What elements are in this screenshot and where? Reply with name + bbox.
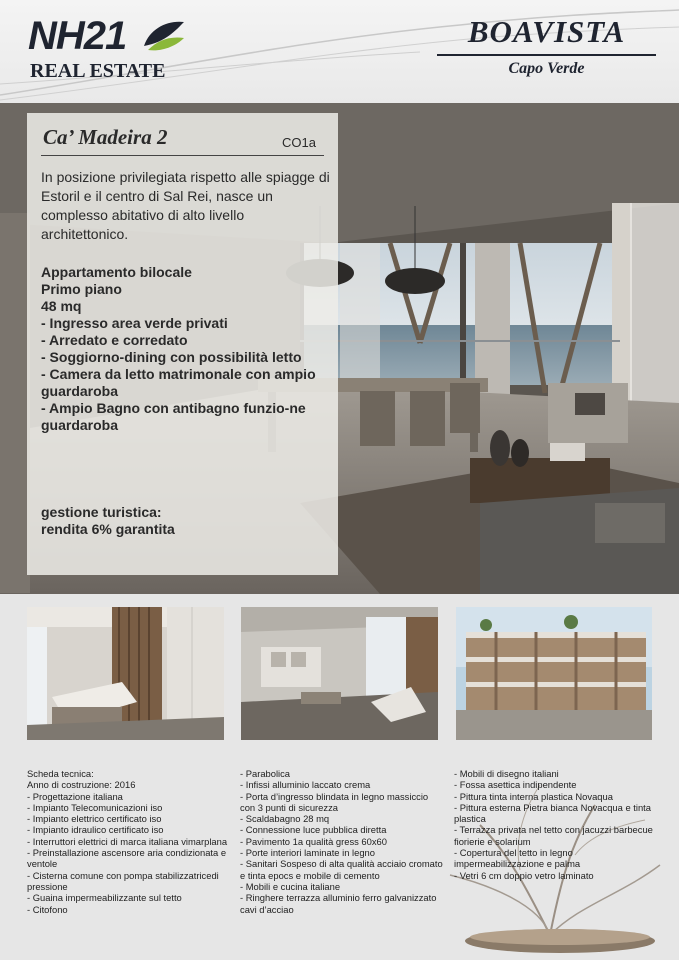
- living-render: [241, 607, 438, 740]
- detail-line: - Ingresso area verde privati: [41, 315, 228, 331]
- tech-line: - Connessione luce pubblica diretta: [240, 824, 387, 836]
- tech-line: - Infissi alluminio laccato crema: [240, 779, 371, 791]
- tech-line: - Ringhere terrazza alluminio ferro galvanizzato cavi d’acciao: [240, 892, 437, 915]
- tech-line: - Fossa asettica indipendente: [454, 779, 577, 791]
- detail-line: - Camera da letto matrimonale con ampio guardaroba: [41, 366, 316, 399]
- detail-line: - Soggiorno-dining con possibilità letto: [41, 349, 302, 365]
- detail-line: Appartamento bilocale: [41, 264, 192, 280]
- tech-line: - Impianto elettrico certificato iso: [27, 813, 162, 825]
- tech-line: - Terrazza privata nel tetto con jacuzzi barbecue fiorierie e solarium: [454, 824, 653, 847]
- bedroom-render: [27, 607, 224, 740]
- tech-line: - Preinstallazione ascensore aria condizionata e ventole: [27, 847, 227, 870]
- location-divider: [437, 54, 656, 56]
- tech-line: - Pavimento 1a qualità gress 60x60: [240, 835, 387, 847]
- bedroom-photo: [27, 607, 224, 740]
- tech-line: Scheda tecnica:: [27, 768, 94, 779]
- tech-line: - Interruttori elettrici di marca italiana vimarplana: [27, 835, 228, 847]
- tech-column-3: [454, 768, 659, 881]
- tech-line: - Impianto Telecomunicazioni iso: [27, 801, 163, 813]
- tech-line: - Porte interiori laminate in legno: [240, 847, 375, 859]
- listing-title: Ca’ Madeira 2: [43, 125, 168, 149]
- listing-details: [41, 264, 331, 434]
- tech-line: - Mobili di disegno italiani: [454, 768, 559, 779]
- location-subtitle: Capo Verde: [508, 60, 585, 77]
- management-info: [41, 504, 331, 538]
- tech-line: - Cisterna comune con pompa stabilizzatricedi pressione: [27, 869, 219, 892]
- management-label: gestione turistica:: [41, 504, 162, 520]
- tech-line: - Impianto idraulico certificato iso: [27, 824, 164, 836]
- building-render: [456, 607, 652, 740]
- tech-line: - Guaina impermeabilizzante sul tetto: [27, 892, 182, 904]
- tech-line: - Copertura del tetto in legno impermeabilizzazione e palma: [454, 847, 581, 870]
- building-photo: [456, 607, 652, 740]
- leaf-logo-icon: [140, 16, 186, 54]
- tech-line: - Vetri 6 cm doppio vetro laminato: [454, 869, 594, 881]
- tech-line: - Mobili e cucina italiane: [240, 880, 341, 892]
- management-value: rendita 6% garantita: [41, 521, 175, 537]
- tech-line: - Scaldabagno 28 mq: [240, 813, 330, 825]
- detail-line: - Arredato e corredato: [41, 332, 188, 348]
- listing-panel: [27, 113, 338, 575]
- listing-intro: In posizione privilegiata rispetto alle spiagge di Estoril e il centro di Sal Rei, nasce un complesso abitativo di alto livello architettonico.: [41, 169, 330, 242]
- tech-column-2: [240, 768, 445, 915]
- tech-line: - Porta d’ingresso blindata in legno massiccio con 3 punti di sicurezza: [240, 790, 429, 813]
- detail-line: - Ampio Bagno con antibagno funzio-ne guardaroba: [41, 400, 306, 433]
- logo-name: NH21: [28, 14, 127, 58]
- logo-subtitle: REAL ESTATE: [30, 60, 166, 82]
- tech-column-1: [27, 768, 232, 915]
- location-title: BOAVISTA: [467, 14, 626, 49]
- tech-line: - Pittura esterna Pietra bianca Novacqua e tinta plastica: [454, 801, 651, 825]
- tech-line: - Sanitari Sospeso di alta qualità acciaio cromato e tinta epocs e mobile di cemento: [240, 858, 443, 881]
- listing-divider: [41, 155, 324, 156]
- tech-line: - Pittura tinta interna plastica Novaqua: [454, 790, 613, 802]
- tech-line: - Parabolica: [240, 768, 291, 779]
- listing-code: CO1a: [282, 135, 316, 150]
- detail-line: 48 mq: [41, 298, 82, 314]
- header: [0, 0, 679, 103]
- tech-line: - Progettazione italiana: [27, 790, 123, 802]
- tech-line: - Citofono: [27, 903, 68, 915]
- detail-line: Primo piano: [41, 281, 122, 297]
- tech-line: Anno di costruzione: 2016: [27, 779, 136, 791]
- living-photo: [241, 607, 438, 740]
